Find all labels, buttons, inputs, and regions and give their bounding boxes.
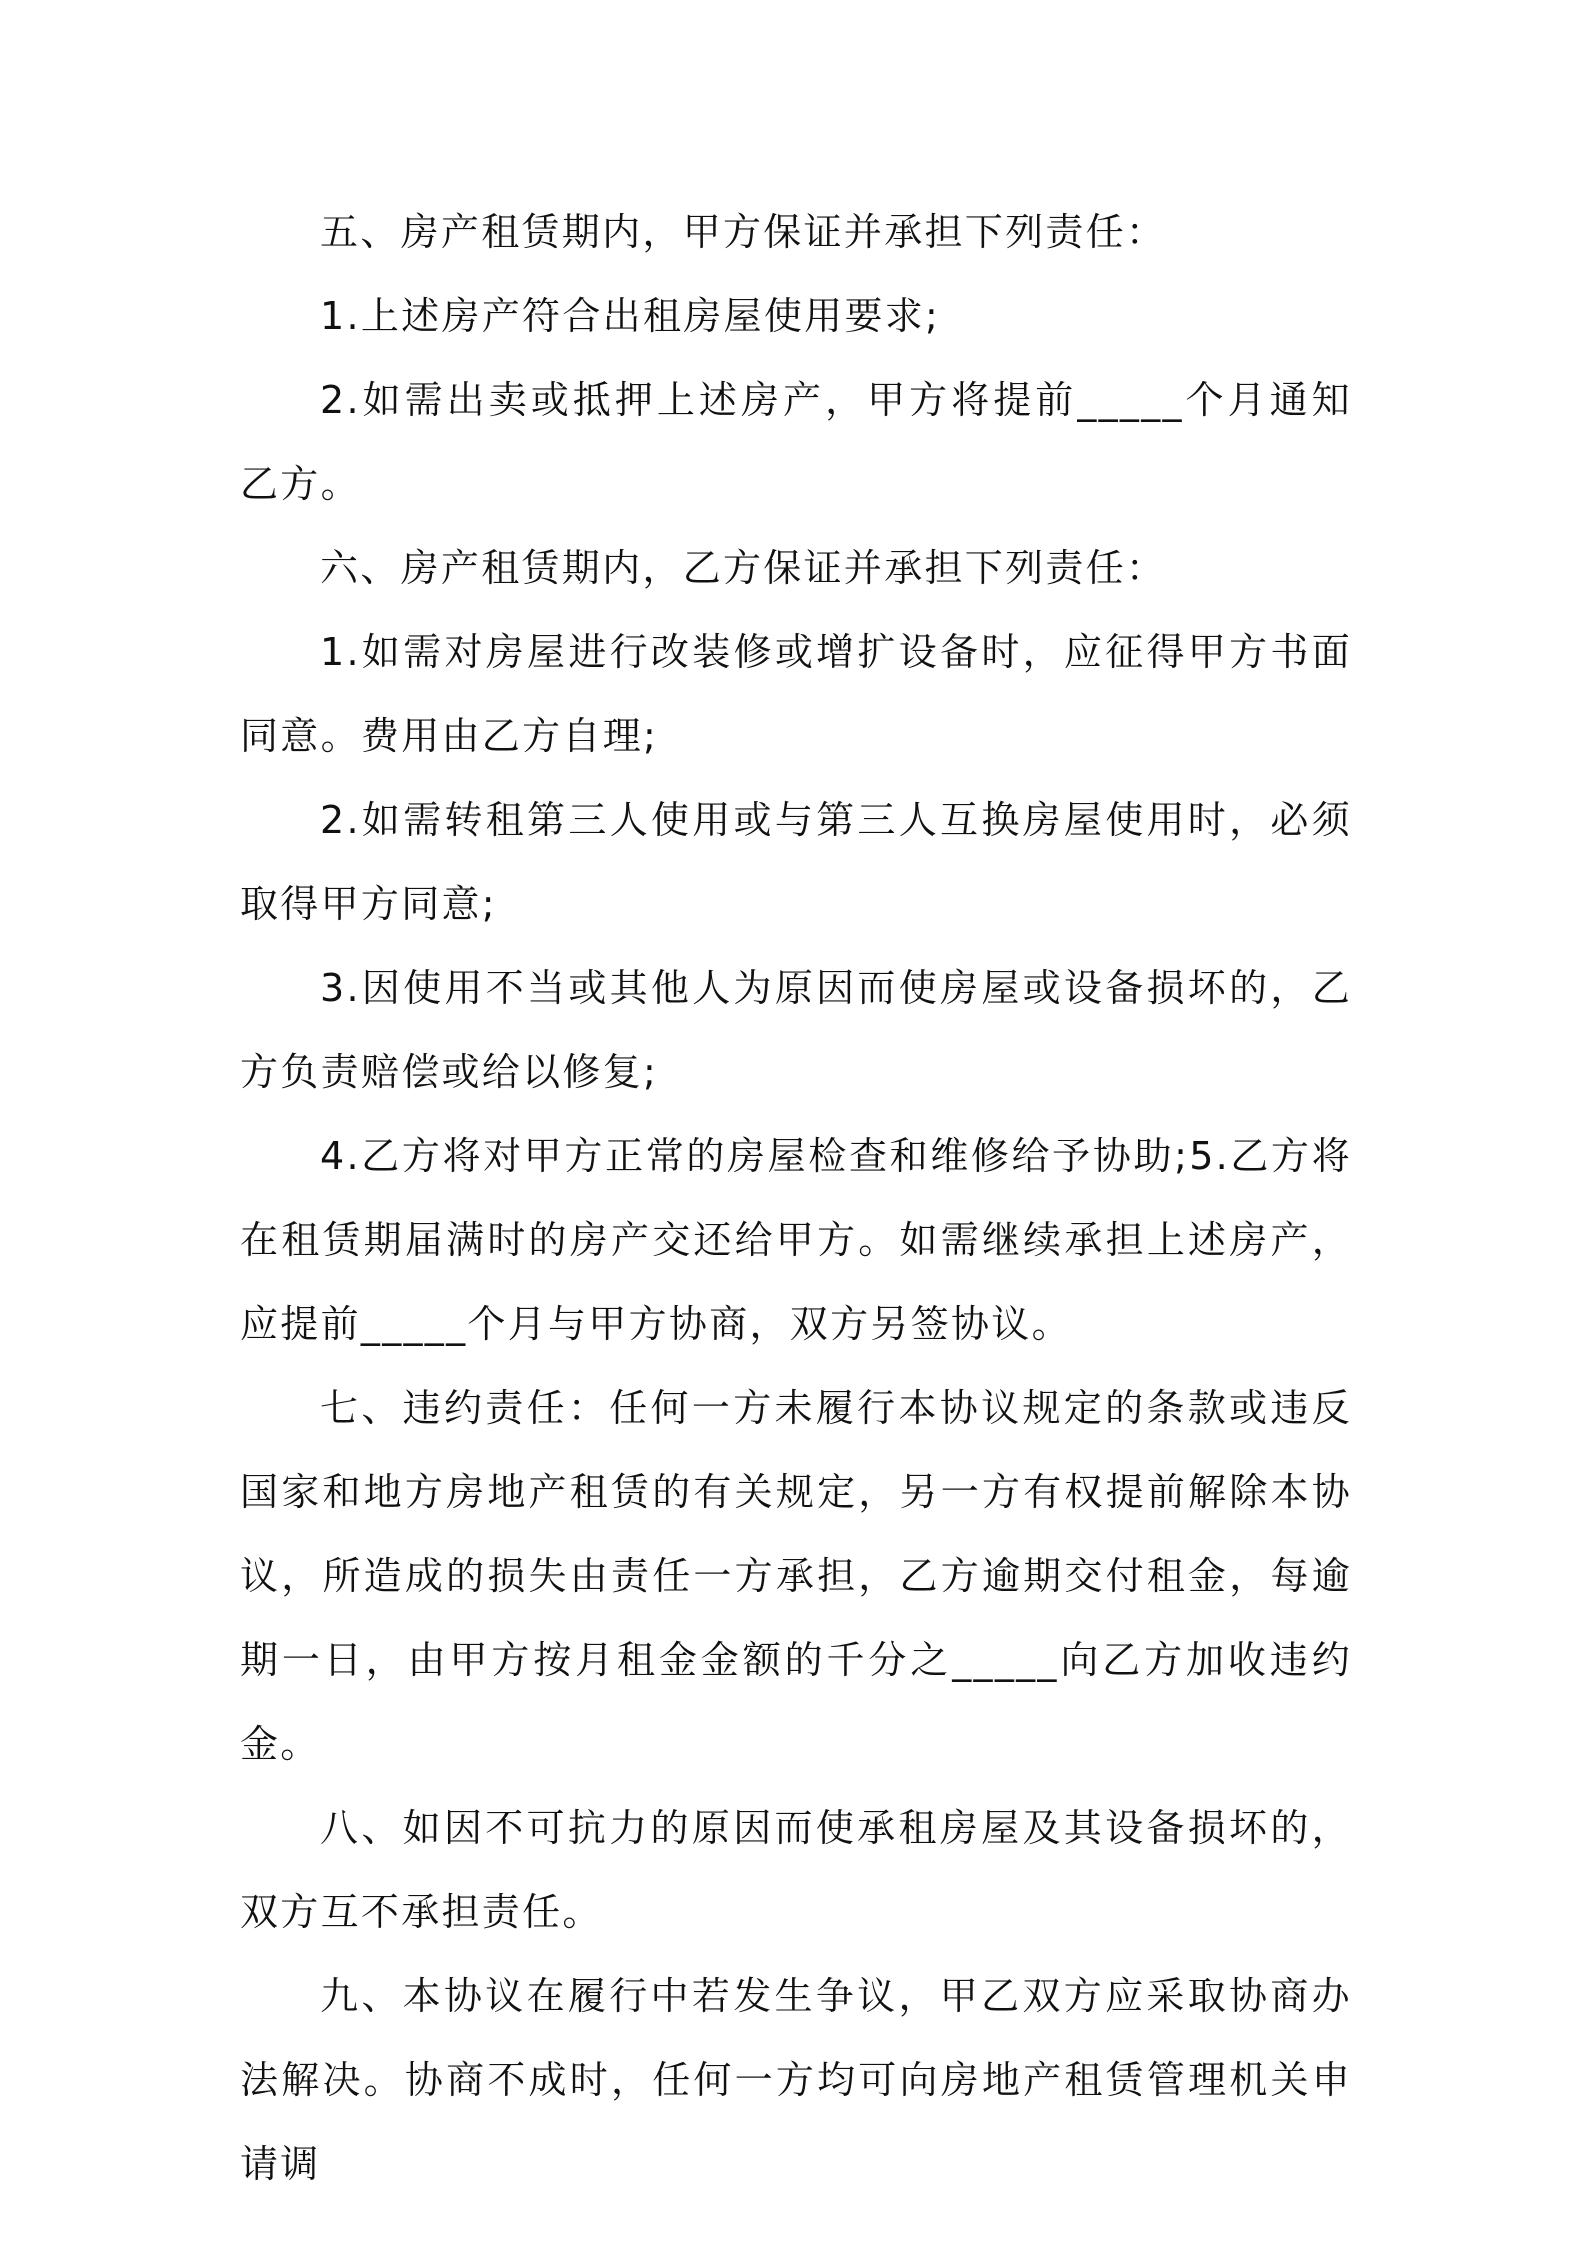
clause-5-item-1: 1.上述房产符合出租房屋使用要求; <box>320 294 941 338</box>
clause-8-force-majeure: 八、如因不可抗力的原因而使承租房屋及其设备损坏的，双方互不承担责任。 <box>240 1806 1352 1934</box>
clause-5-item-2: 2.如需出卖或抵押上述房产，甲方将提前_____个月通知乙方。 <box>240 378 1352 506</box>
document-body <box>240 190 1352 2206</box>
clause-5-heading: 五、房产租赁期内，甲方保证并承担下列责任： <box>320 210 1167 254</box>
clause-6-item-4-5: 4.乙方将对甲方正常的房屋检查和维修给予协助;5.乙方将在租赁期届满时的房产交还给甲方。如需继续承担上述房产，应提前_____个月与甲方协商，双方另签协议。 <box>240 1134 1352 1346</box>
clause-9-disputes: 九、本协议在履行中若发生争议，甲乙双方应采取协商办法解决。协商不成时，任何一方均可向房地产租赁管理机关申请调 <box>240 1974 1352 2186</box>
clause-6-heading: 六、房产租赁期内，乙方保证并承担下列责任： <box>320 546 1167 590</box>
clause-6-item-3: 3.因使用不当或其他人为原因而使房屋或设备损坏的，乙方负责赔偿或给以修复; <box>240 966 1352 1094</box>
clause-6-item-2: 2.如需转租第三人使用或与第三人互换房屋使用时，必须取得甲方同意; <box>240 798 1352 926</box>
clause-7-breach: 七、违约责任：任何一方未履行本协议规定的条款或违反国家和地方房地产租赁的有关规定，另一方有权提前解除本协议，所造成的损失由责任一方承担，乙方逾期交付租金，每逾期一日，由甲方按月租金金额的千分之_____向乙方加收违约金。 <box>240 1386 1352 1766</box>
clause-6-item-1: 1.如需对房屋进行改装修或增扩设备时，应征得甲方书面同意。费用由乙方自理; <box>240 630 1352 758</box>
